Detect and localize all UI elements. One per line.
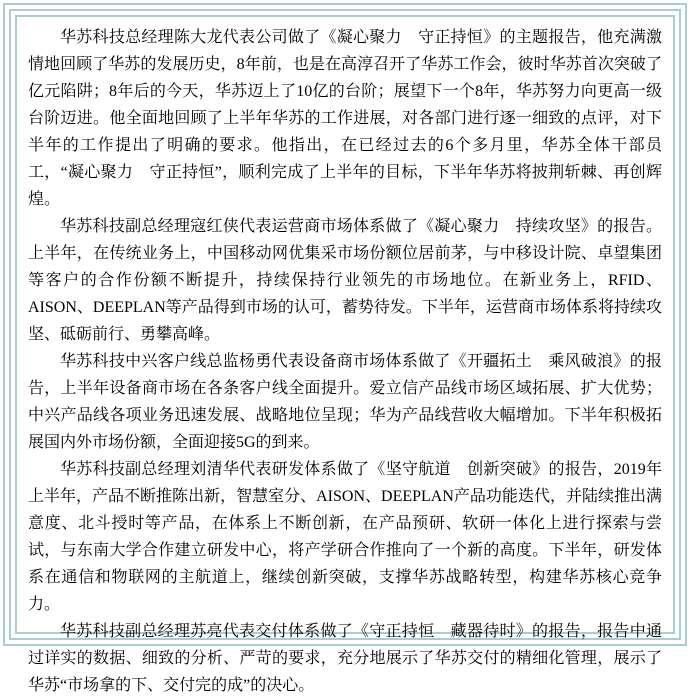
document-body	[28, 24, 662, 699]
article-paragraph: 华苏科技副总经理苏亮代表交付体系做了《守正持恒 藏器待时》的报告，报告中通过详实的数据、细致的分析、严苛的要求，充分地展示了华苏交付的精细化管理，展示了华苏“市场拿的下、交付完的成”的决心。	[28, 623, 662, 694]
article-paragraph: 华苏科技总经理陈大龙代表公司做了《凝心聚力 守正持恒》的主题报告，他充满激情地回顾了华苏的发展历史，8年前，也是在高淳召开了华苏工作会，彼时华苏首次突破了亿元陷阱；8年后的今天，华苏迈上了10亿的台阶；展望下一个8年，华苏努力向更高一级台阶迈进。他全面地回顾了上半年华苏的工作进展，对各部门进行逐一细致的点评，对下半年的工作提出了明确的要求。他指出，在已经过去的6个多月里，华苏全体干部员工，“凝心聚力 守正持恒”，顺利完成了上半年的目标，下半年华苏将披荆斩棘、再创辉煌。	[28, 29, 662, 208]
article-paragraph: 华苏科技中兴客户线总监杨勇代表设备商市场体系做了《开疆拓土 乘风破浪》的报告，上半年设备商市场在各条客户线全面提升。爱立信产品线市场区域拓展、扩大优势；中兴产品线各项业务迅速发展、战略地位呈现；华为产品线营收大幅增加。下半年积极拓展国内外市场份额，全面迎接5G的到来。	[28, 353, 662, 451]
article-paragraph: 华苏科技副总经理寇红侠代表运营商市场体系做了《凝心聚力 持续攻坚》的报告。上半年，在传统业务上，中国移动网优集采市场份额位居前茅，与中移设计院、卓望集团等客户的合作份额不断提升，持续保持行业领先的市场地位。在新业务上，RFID、AISON、DEEPLAN等产品得到市场的认可，蓄势待发。下半年，运营商市场体系将持续攻坚、砥砺前行、勇攀高峰。	[28, 218, 662, 343]
article-paragraph: 华苏科技副总经理刘清华代表研发体系做了《坚守航道 创新突破》的报告，2019年上半年，产品不断推陈出新，智慧室分、AISON、DEEPLAN产品功能迭代，并陆续推出满意度、北斗授时等产品，在体系上不断创新，在产品预研、软研一体化上进行探索与尝试，与东南大学合作建立研发中心，将产学研合作推向了一个新的高度。下半年，研发体系在通信和物联网的主航道上，继续创新突破，支撑华苏战略转型，构建华苏核心竞争力。	[28, 461, 662, 613]
